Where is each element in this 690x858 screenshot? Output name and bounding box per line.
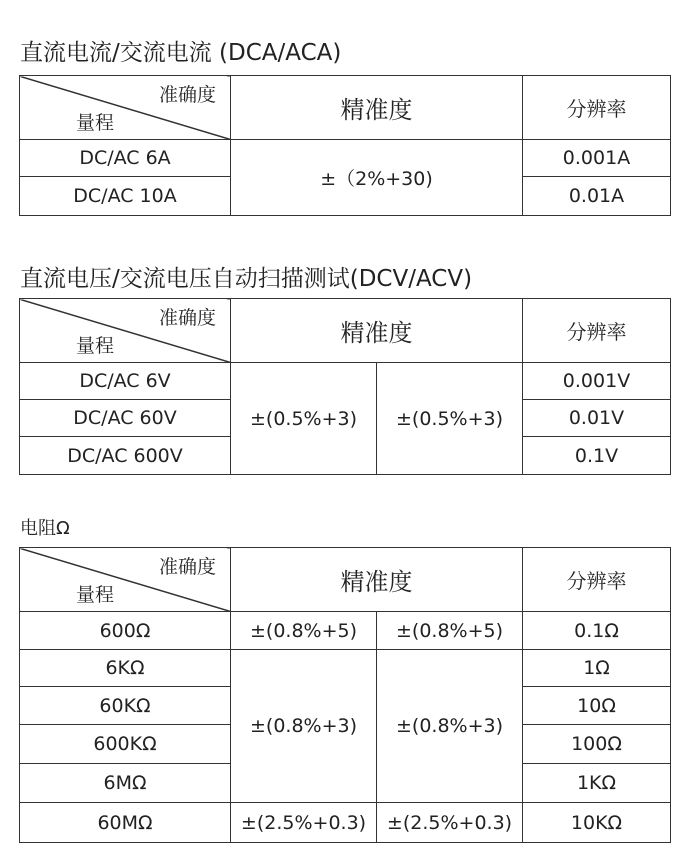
resolution-cell: 10KΩ (523, 803, 671, 843)
range-cell: DC/AC 600V (20, 437, 231, 475)
resolution-cell: 10Ω (523, 687, 671, 725)
table-row (20, 803, 671, 843)
table-header-row (20, 299, 671, 363)
precision-header: 精准度 (231, 548, 523, 612)
resolution-header: 分辨率 (523, 76, 671, 140)
resolution-cell: 0.001A (523, 140, 671, 177)
accuracy-cell: ±（2%+30) (231, 140, 523, 216)
range-label: 量程 (76, 584, 115, 606)
accuracy-ac-cell: ±(0.5%+3) (377, 363, 523, 475)
resolution-cell: 0.1V (523, 437, 671, 475)
resolution-cell: 0.01V (523, 400, 671, 437)
accuracy-label: 准确度 (158, 307, 216, 329)
range-cell: 600KΩ (20, 725, 231, 764)
range-label: 量程 (76, 112, 115, 134)
accuracy-a-cell: ±(0.8%+5) (231, 612, 377, 650)
dcv-spec-table (19, 298, 671, 475)
range-cell: 60MΩ (20, 803, 231, 843)
dca-spec-table (19, 75, 671, 216)
table-header-row (20, 76, 671, 140)
range-cell: 60KΩ (20, 687, 231, 725)
range-cell: 6KΩ (20, 650, 231, 687)
precision-header: 精准度 (231, 76, 523, 140)
range-cell: DC/AC 6V (20, 363, 231, 400)
section-title-ohm: 电阻Ω (20, 518, 70, 539)
accuracy-dc-cell: ±(0.5%+3) (231, 363, 377, 475)
range-cell: 6MΩ (20, 764, 231, 803)
range-cell: DC/AC 60V (20, 400, 231, 437)
accuracy-b-cell: ±(0.8%+3) (377, 650, 523, 803)
resolution-header: 分辨率 (523, 548, 671, 612)
range-label: 量程 (76, 335, 115, 357)
ohm-spec-table (19, 547, 671, 843)
table-header-row (20, 548, 671, 612)
diagonal-header-cell (20, 76, 231, 140)
table-row (20, 363, 671, 400)
accuracy-label: 准确度 (158, 556, 216, 578)
table-row (20, 650, 671, 687)
accuracy-b-cell: ±(0.8%+5) (377, 612, 523, 650)
range-cell: DC/AC 6A (20, 140, 231, 177)
accuracy-a-cell: ±(0.8%+3) (231, 650, 377, 803)
range-cell: DC/AC 10A (20, 177, 231, 216)
table-row (20, 140, 671, 177)
resolution-cell: 0.1Ω (523, 612, 671, 650)
resolution-cell: 0.001V (523, 363, 671, 400)
resolution-cell: 1KΩ (523, 764, 671, 803)
resolution-cell: 100Ω (523, 725, 671, 764)
resolution-cell: 0.01A (523, 177, 671, 216)
table-row (20, 612, 671, 650)
accuracy-a-cell: ±(2.5%+0.3) (231, 803, 377, 843)
diagonal-header-cell (20, 548, 231, 612)
accuracy-b-cell: ±(2.5%+0.3) (377, 803, 523, 843)
precision-header: 精准度 (231, 299, 523, 363)
resolution-cell: 1Ω (523, 650, 671, 687)
diagonal-header-cell (20, 299, 231, 363)
accuracy-label: 准确度 (158, 84, 216, 106)
section-title-dcv: 直流电压/交流电压自动扫描测试(DCV/ACV) (20, 266, 473, 292)
section-title-dca: 直流电流/交流电流 (DCA/ACA) (20, 40, 342, 66)
resolution-header: 分辨率 (523, 299, 671, 363)
range-cell: 600Ω (20, 612, 231, 650)
